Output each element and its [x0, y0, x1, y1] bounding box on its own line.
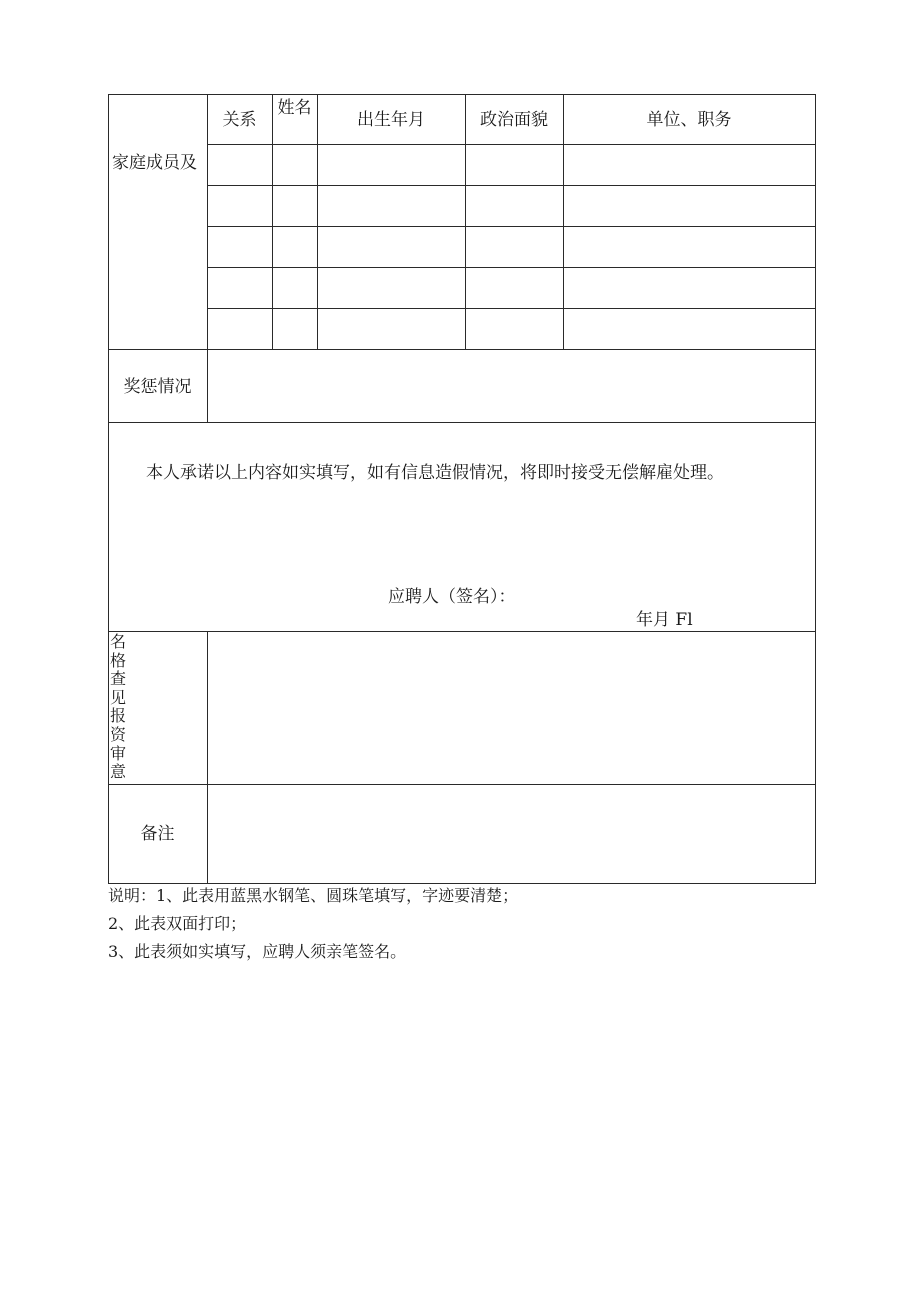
table-row	[208, 227, 815, 267]
header-employer-position: 单位、职务	[646, 110, 732, 130]
table-row	[208, 268, 815, 308]
pledge-statement: 本人承诺以上内容如实填写，如有信息造假情况，将即时接受无偿解雇处理。	[146, 463, 724, 483]
section-line-review	[108, 631, 816, 632]
rewards-label: 奖惩情况	[123, 377, 192, 397]
header-birth: 出生年月	[357, 110, 425, 130]
note-line-2: 2、此表双面打印；	[108, 914, 247, 933]
table-row	[208, 145, 815, 185]
family-label: 家庭成员及	[112, 153, 197, 173]
header-name: 姓名	[277, 98, 312, 118]
table-row	[208, 186, 815, 226]
remarks-label: 备注	[140, 824, 175, 844]
review-label: 名格查见报资审意	[110, 632, 127, 782]
date-label: 年月 Fl	[636, 610, 693, 630]
note-line-1: 说明：1、此表用蓝黑水钢笔、圆珠笔填写，字迹要清楚；	[108, 886, 519, 905]
header-political-status: 政治面貌	[480, 110, 548, 130]
table-border-top	[108, 94, 816, 95]
table-border-left	[108, 94, 109, 884]
signature-label: 应聘人（签名）：	[388, 587, 516, 607]
section-line-rewards	[108, 349, 816, 350]
review-label-divider	[207, 631, 208, 884]
section-line-pledge	[108, 422, 816, 423]
header-relation: 关系	[222, 110, 257, 130]
section-line-remarks	[108, 784, 816, 785]
table-row	[208, 309, 815, 349]
table-border-bottom	[108, 883, 816, 884]
table-border-right	[815, 94, 816, 884]
note-line-3: 3、此表须如实填写，应聘人须亲笔签名。	[108, 942, 407, 961]
